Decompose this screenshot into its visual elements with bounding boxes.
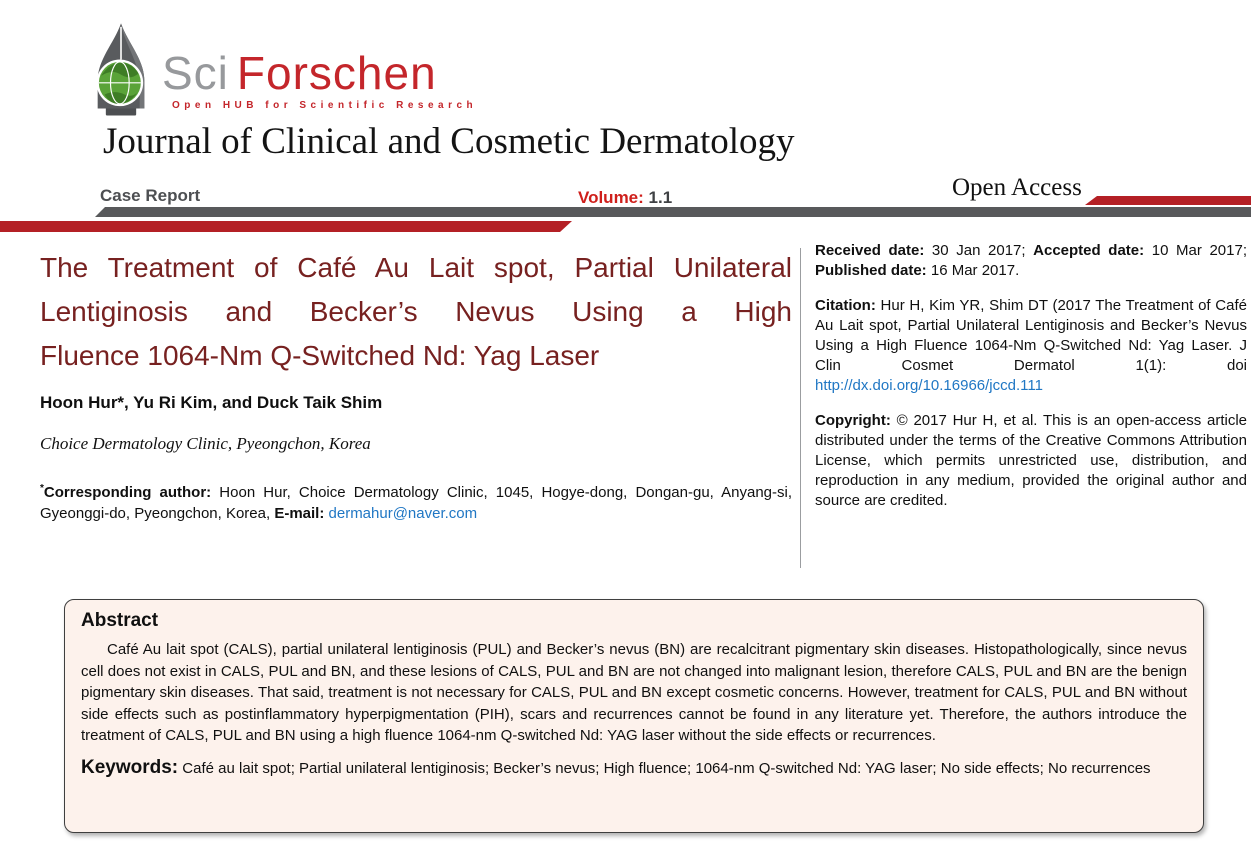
received-date-value: 30 Jan 2017; bbox=[924, 242, 1034, 259]
journal-title: Journal of Clinical and Cosmetic Dermatology bbox=[103, 121, 795, 162]
logo-tagline: Open HUB for Scientific Research bbox=[172, 100, 478, 111]
article-title-line-2: Lentiginosis and Becker’s Nevus Using a High bbox=[40, 296, 792, 327]
authors-line: Hoon Hur*, Yu Ri Kim, and Duck Taik Shim bbox=[40, 393, 383, 412]
corresponding-star: * bbox=[40, 483, 44, 494]
open-access-accent-bar bbox=[1085, 196, 1251, 205]
pen-nib-globe-icon bbox=[86, 22, 156, 118]
accepted-date-value: 10 Mar 2017; bbox=[1144, 242, 1247, 259]
copyright-label: Copyright: bbox=[815, 412, 891, 429]
corresponding-author-paragraph bbox=[40, 478, 792, 524]
accepted-date-label: Accepted date: bbox=[1033, 242, 1145, 259]
volume-label: Volume: bbox=[578, 188, 644, 207]
published-date-label: Published date: bbox=[815, 262, 927, 279]
publisher-logo bbox=[86, 22, 477, 118]
email-label: E-mail: bbox=[274, 505, 325, 522]
article-type-label: Case Report bbox=[100, 186, 201, 205]
header-gray-rule bbox=[95, 207, 1251, 217]
corresponding-text: Hoon Hur, Choice Dermatology Clinic, 1045, Hogye-dong, Dongan-gu, Anyang-si, Gyeonggi-do, Pyeongchon, Korea, bbox=[40, 484, 792, 522]
volume-value: 1.1 bbox=[648, 188, 673, 207]
corresponding-label: Corresponding author: bbox=[43, 484, 212, 501]
citation-text: Hur H, Kim YR, Shim DT (2017 The Treatment of Café Au Lait spot, Partial Unilateral Lentiginosis and Becker’s Nevus Using a High Fluence 1064-Nm Q-Switched Nd: Yag Laser. J Clin Cosmet Dermatol 1(1): doi bbox=[815, 297, 1247, 374]
logo-sci: Sci bbox=[162, 47, 229, 99]
article-title-line-1: The Treatment of Café Au Lait spot, Partial Unilateral bbox=[40, 252, 792, 283]
logo-wordmark bbox=[162, 47, 477, 99]
abstract-body: Café Au lait spot (CALS), partial unilateral lentiginosis (PUL) and Becker’s nevus (BN) are recalcitrant pigmentary skin diseases. Histopathologically, since nevus cell does not exist in CALS, PUL and BN, and these lesions of CALS, PUL and BN are not changed into malignant lesion, therefore CALS, PUL and BN are the benign pigmentary skin diseases. That said, treatment is not necessary for CALS, PUL and BN except cosmetic concerns. However, treatment for CALS, PUL and BN without side effects such as postinflammatory hyperpigmentation (PIH), scars and recurrences cannot be found in any literature yet. Therefore, the authors introduce the treatment of CALS, PUL and BN using a high fluence 1064-nm Q-switched Nd: YAG laser without the side effects or recurrences. bbox=[81, 641, 1187, 744]
logo-forschen: Forschen bbox=[236, 47, 437, 99]
abstract-box bbox=[64, 599, 1204, 833]
affiliation-line: Choice Dermatology Clinic, Pyeongchon, Korea bbox=[40, 434, 371, 453]
column-divider bbox=[800, 248, 801, 568]
email-link[interactable]: dermahur@naver.com bbox=[324, 505, 478, 522]
abstract-heading: Abstract bbox=[81, 610, 159, 631]
keywords-label: Keywords: bbox=[81, 756, 179, 778]
article-header-column bbox=[40, 246, 792, 524]
citation-label: Citation: bbox=[815, 297, 876, 314]
doi-link[interactable]: http://dx.doi.org/10.16966/jccd.111 bbox=[815, 377, 1043, 394]
keywords-text: Café au lait spot; Partial unilateral lentiginosis; Becker’s nevus; High fluence; 1064-nm Q-switched Nd: YAG laser; No side effects; No recurrences bbox=[178, 759, 1151, 777]
copyright-text: © 2017 Hur H, et al. This is an open-access article distributed under the terms of the Creative Commons Attribution License, which permits unrestricted use, distribution, and reproduction in any medium, provided the original author and source are credited. bbox=[815, 412, 1247, 509]
dates-paragraph bbox=[815, 241, 1247, 281]
received-date-label: Received date: bbox=[815, 242, 925, 259]
article-meta-column bbox=[815, 241, 1247, 526]
keywords-paragraph bbox=[81, 757, 1187, 779]
article-title-line-3: Fluence 1064-Nm Q-Switched Nd: Yag Laser bbox=[40, 340, 600, 371]
header-red-rule bbox=[0, 221, 572, 232]
open-access-label: Open Access bbox=[952, 174, 1082, 201]
citation-paragraph bbox=[815, 296, 1247, 396]
copyright-paragraph bbox=[815, 411, 1247, 511]
published-date-value: 16 Mar 2017. bbox=[926, 262, 1020, 279]
volume-info bbox=[578, 188, 672, 208]
